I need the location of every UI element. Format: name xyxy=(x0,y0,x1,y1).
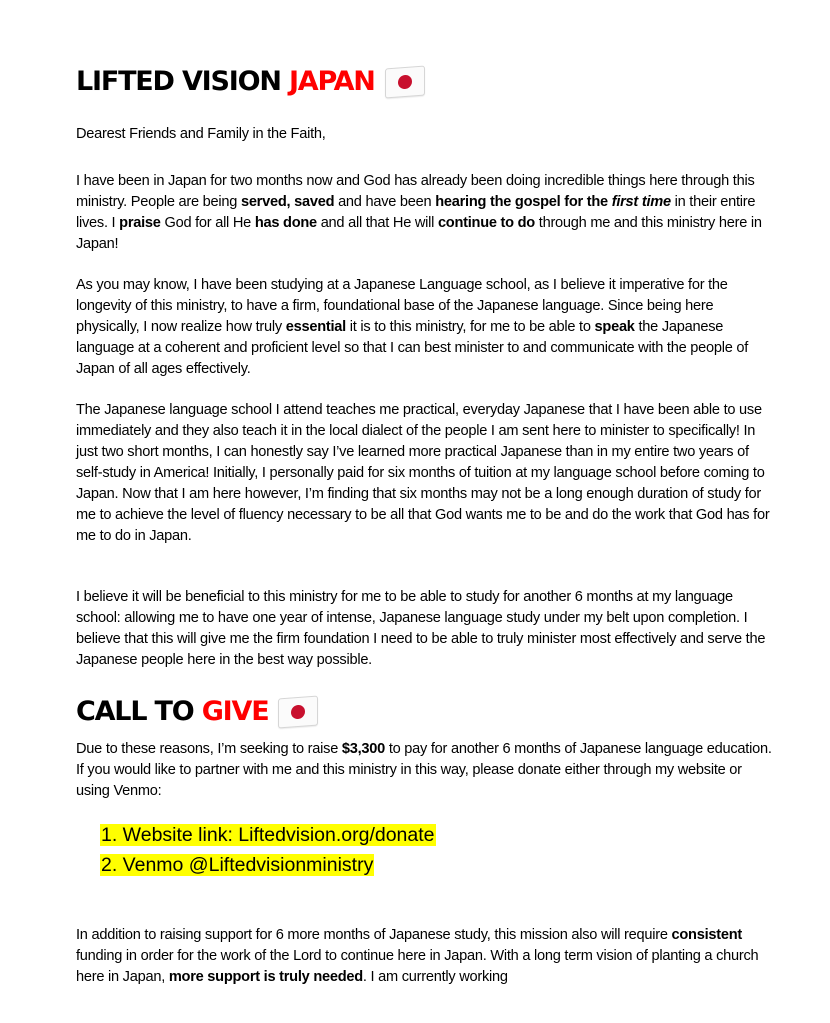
emphasis-run: hearing the gospel for the xyxy=(435,194,612,210)
text-run: in their entire lives. I xyxy=(76,194,756,231)
text-run: it is to this ministry, for me to be able to xyxy=(345,319,595,335)
emphasis-run: has done xyxy=(254,215,317,231)
call-to-give-heading xyxy=(76,692,318,732)
title-accent: JAPAN xyxy=(288,66,375,97)
emphasis-run: praise xyxy=(119,215,161,231)
call-to-give-intro xyxy=(76,739,776,802)
website-link[interactable]: 1. Website link: Liftedvision.org/donate xyxy=(101,824,435,846)
text-run: through me and this ministry here in Japan! xyxy=(76,215,762,252)
text-run: Due to these reasons, I’m seeking to raise xyxy=(76,741,342,757)
title-main: LIFTED VISION xyxy=(76,66,289,97)
emphasis-run: served, saved xyxy=(240,194,335,210)
text-run: I have been in Japan for two months now and God has already been doing incredible things here through this ministry. People are being xyxy=(76,173,755,210)
flag-disc xyxy=(291,705,305,720)
text-run: God for all He xyxy=(160,215,255,231)
text-run: In addition to raising support for 6 more months of Japanese study, this mission also will require xyxy=(76,927,672,943)
paragraph-ongoing-support xyxy=(76,925,776,988)
text-run: As you may know, I have been studying at a Japanese Language school, as I believe it imperative for the longevity of this ministry, to have a firm, foundational base of the Japanese language. Since being here physically, I now realize how truly xyxy=(76,277,728,335)
heading-accent: GIVE xyxy=(201,696,269,727)
emphasis-run: more support is truly needed xyxy=(168,969,363,985)
emphasis-run: first time xyxy=(611,194,671,210)
emphasis-run: continue to do xyxy=(437,215,535,231)
text-run: funding in order for the work of the Lord to continue here in Japan. With a long term vision of planting a church here in Japan, xyxy=(76,948,759,985)
japan-flag-icon xyxy=(385,66,425,99)
text-run: the Japanese language at a coherent and proficient level so that I can best minister to and communicate with the people of Japan of all ages effectively. xyxy=(76,319,749,377)
paragraph-another-six-months xyxy=(76,587,776,671)
emphasis-run: $3,300 xyxy=(341,741,386,757)
salutation: Dearest Friends and Family in the Faith, xyxy=(76,126,326,142)
flag-disc xyxy=(398,75,412,90)
heading-main: CALL TO xyxy=(76,696,202,727)
emphasis-run: speak xyxy=(594,319,635,335)
text-run: . I am currently working xyxy=(362,969,508,985)
venmo-handle[interactable]: 2. Venmo @Liftedvisionministry xyxy=(101,854,374,876)
text-run: The Japanese language school I attend teaches me practical, everyday Japanese that I have been able to use immediately and they also teach it in the local dialect of the people I am sent here to minister to specifically! In just two short months, I can honestly say I’ve learned more practical Japanese than in my entire two years of self-study in America! Initially, I personally paid for six months of tuition at my language school before coming to Japan. Now that I am here however, I’m finding that six months may not be a long enough duration of study for me to achieve the level of fluency necessary to be all that God wants me to be and do the work that God has for me to do in Japan. xyxy=(76,402,770,544)
japan-flag-icon xyxy=(278,696,318,729)
text-run: and all that He will xyxy=(316,215,438,231)
text-run: I believe it will be beneficial to this ministry for me to be able to study for another 6 months at my language school: allowing me to have one year of intense, Japanese language study under my belt upon completion. I believe that this will give me the firm foundation I need to be able to truly minister most effectively and serve the Japanese people here in the best way possible. xyxy=(76,589,766,668)
paragraph-tuition xyxy=(76,400,776,547)
paragraph-language-school xyxy=(76,275,776,380)
paragraph-intro xyxy=(76,171,776,255)
emphasis-run: consistent xyxy=(671,927,743,943)
text-run: to pay for another 6 months of Japanese language education. If you would like to partner with me and this ministry in this way, please donate either through my website or using Venmo: xyxy=(76,741,772,799)
text-run: and have been xyxy=(334,194,436,210)
page-title xyxy=(76,62,425,102)
emphasis-run: essential xyxy=(285,319,346,335)
donate-option-website[interactable] xyxy=(100,820,436,850)
donate-options-list xyxy=(100,820,436,880)
donate-option-venmo[interactable] xyxy=(100,850,436,880)
